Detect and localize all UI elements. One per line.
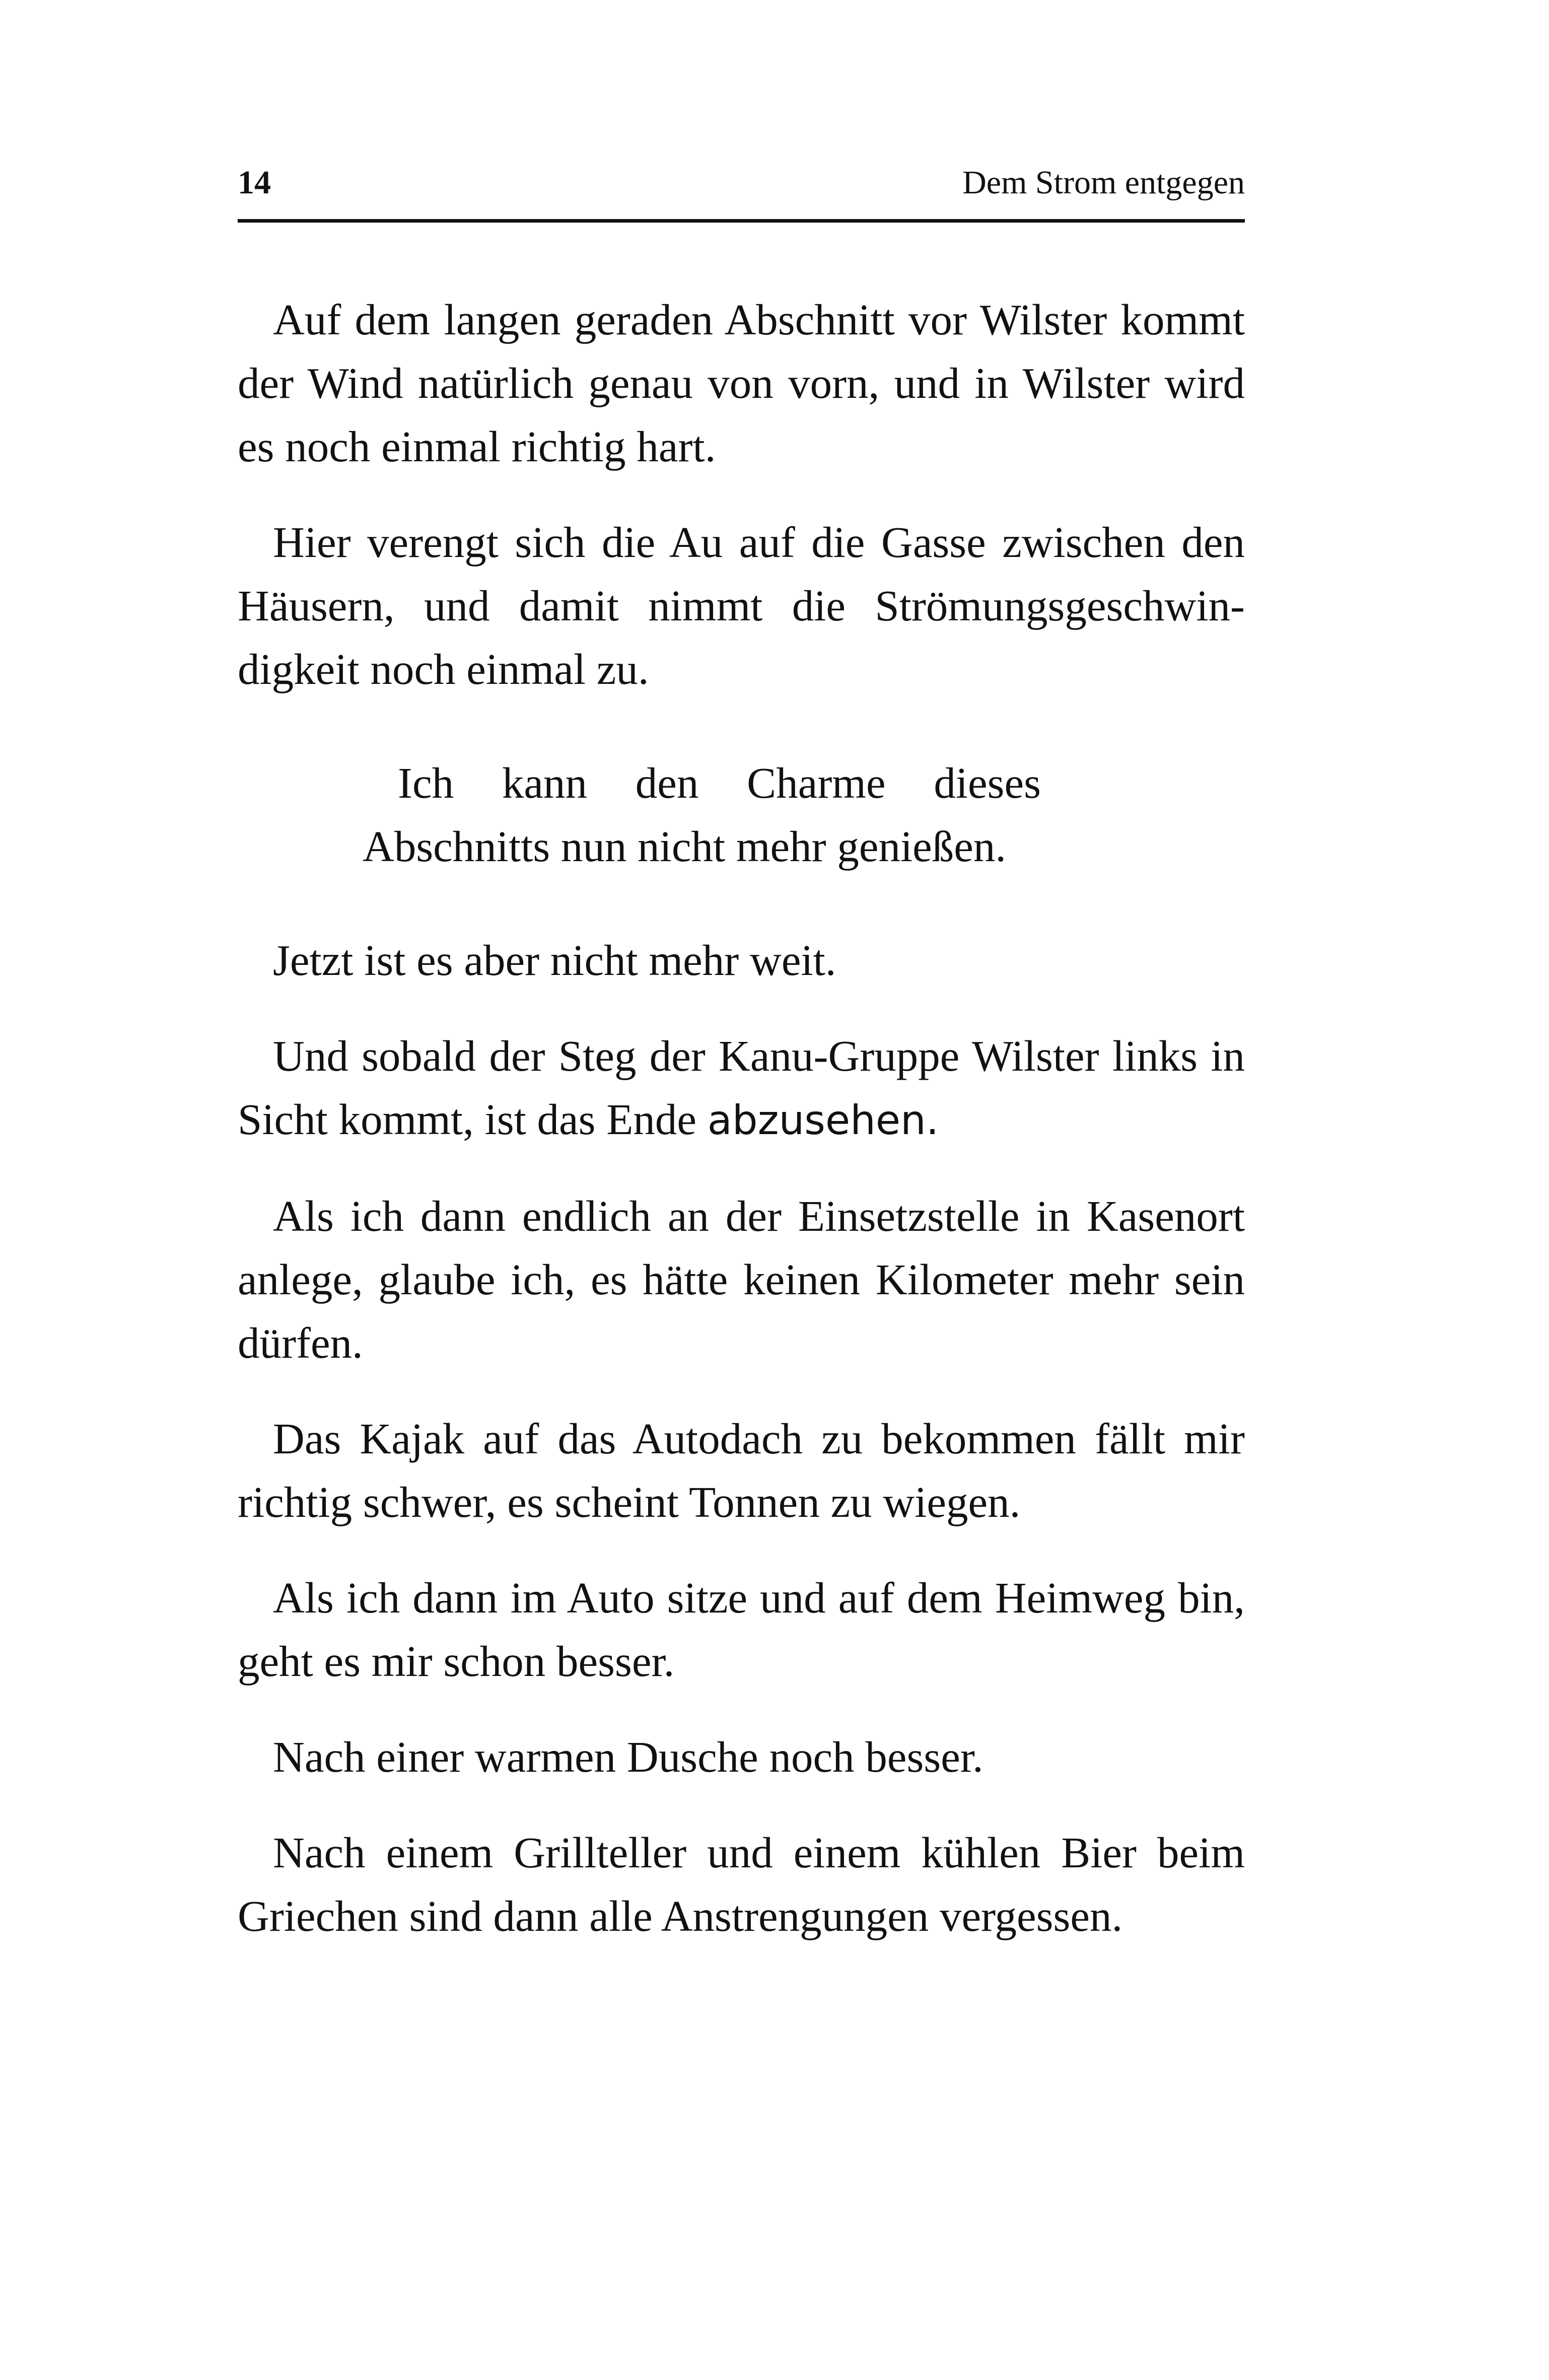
paragraph: Hier verengt sich die Au auf die Gasse zwischen den Häusern, und damit nimmt die Strömungsgeschwindigkeit noch einmal zu. [238, 518, 1245, 693]
book-page [238, 166, 1245, 1980]
paragraph: Das Kajak auf das Autodach zu bekommen fällt mir richtig schwer, es scheint Tonnen zu wiegen. [238, 1414, 1245, 1526]
page-number: 14 [238, 164, 271, 201]
paragraph-text: Und sobald der Steg der Kanu-Gruppe Wilster links in Sicht kommt, ist das Ende [238, 1031, 1245, 1144]
paragraph: Als ich dann endlich an der Einsetzstelle in Kasenort anlege, glaube ich, es hätte keinen Kilometer mehr sein dürfen. [238, 1192, 1245, 1367]
paragraph: Als ich dann im Auto sitze und auf dem Heimweg bin, geht es mir schon besser. [238, 1573, 1245, 1686]
running-header [238, 166, 1245, 223]
block-quote: Ich kann den Charme dieses Abschnitts nun nicht mehr genießen. [363, 758, 1041, 871]
paragraph [238, 1024, 1245, 1152]
paragraph: Nach einem Grillteller und einem kühlen Bier beim Griechen sind dann alle Anstrengungen vergessen. [238, 1828, 1245, 1940]
paragraph: Jetzt ist es aber nicht mehr weit. [273, 936, 836, 985]
paragraph-text-styled: abzusehen. [707, 1097, 939, 1144]
paragraph: Auf dem langen geraden Abschnitt vor Wilster kommt der Wind natürlich genau von vorn, und in Wilster wird es noch einmal richtig hart. [238, 295, 1245, 471]
body-text [238, 288, 1245, 1948]
paragraph: Nach einer warmen Dusche noch besser. [273, 1732, 983, 1781]
chapter-title: Dem Strom entgegen [962, 164, 1245, 201]
